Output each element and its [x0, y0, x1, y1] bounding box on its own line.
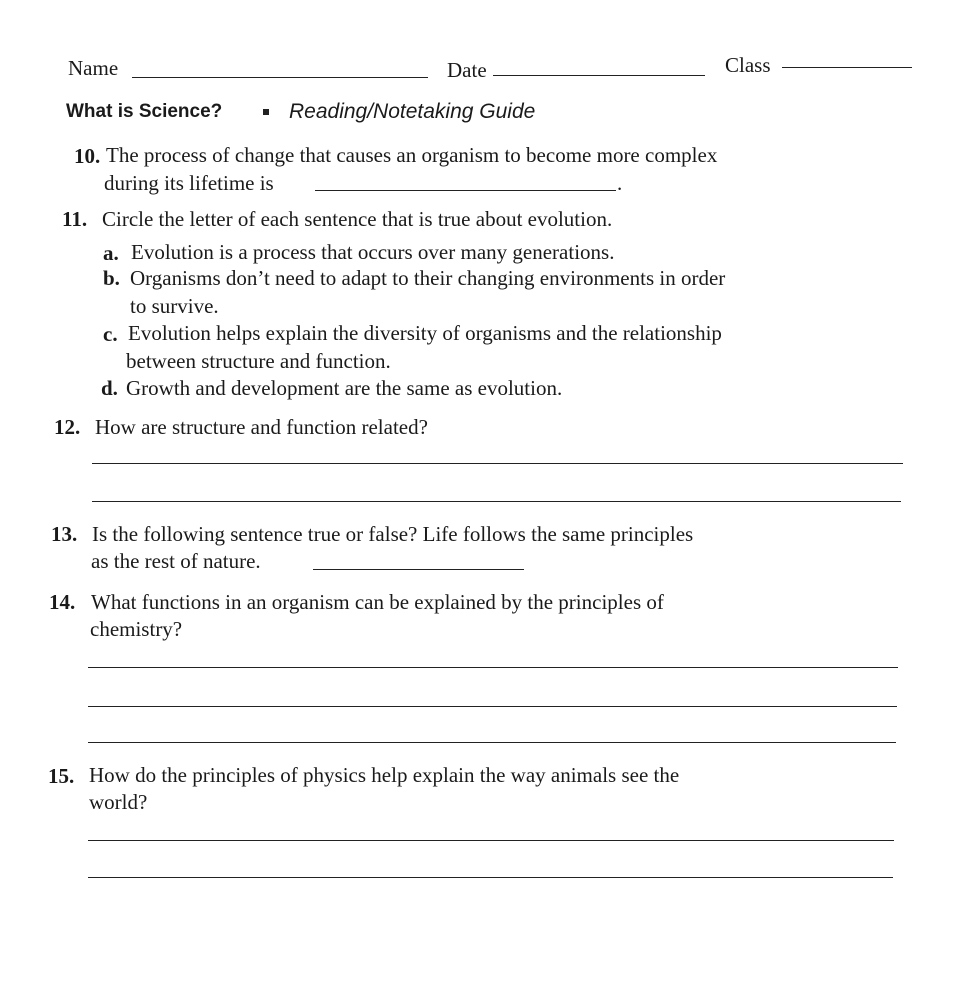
q11-option-d-letter[interactable]: d.	[101, 376, 118, 400]
q10-answer-blank[interactable]	[315, 190, 616, 191]
q12-answer-line-2[interactable]	[92, 501, 901, 502]
q11-option-b-letter[interactable]: b.	[103, 266, 120, 290]
q15-answer-line-1[interactable]	[88, 840, 894, 841]
class-label: Class	[725, 53, 771, 77]
date-label: Date	[447, 58, 487, 82]
date-field[interactable]	[493, 75, 705, 76]
guide-title: Reading/Notetaking Guide	[289, 100, 536, 123]
q15-text-line2: world?	[89, 790, 148, 814]
name-label: Name	[68, 56, 119, 80]
q13-number: 13.	[51, 522, 78, 546]
q11-number: 11.	[62, 207, 88, 231]
q12-number: 12.	[54, 415, 81, 439]
q14-answer-line-2[interactable]	[88, 706, 897, 707]
q12-answer-line-1[interactable]	[92, 463, 903, 464]
q13-text-line1: Is the following sentence true or false? Life follows the same principles	[92, 522, 694, 546]
bullet-separator	[263, 109, 269, 115]
q11-option-b-text-line1: Organisms don’t need to adapt to their changing environments in order	[130, 266, 726, 290]
q11-option-a-text: Evolution is a process that occurs over many generations.	[131, 240, 615, 264]
q14-number: 14.	[49, 590, 76, 614]
q11-option-b-text-line2: to survive.	[130, 294, 219, 318]
q14-answer-line-1[interactable]	[88, 667, 898, 668]
q10-period: .	[617, 171, 623, 195]
q11-option-a-letter[interactable]: a.	[103, 241, 119, 265]
q11-option-d-text: Growth and development are the same as evolution.	[126, 376, 563, 400]
class-field[interactable]	[782, 67, 912, 68]
q11-text: Circle the letter of each sentence that is true about evolution.	[102, 207, 613, 231]
q15-answer-line-2[interactable]	[88, 877, 893, 878]
q10-text-line2: during its lifetime is	[104, 171, 274, 195]
q13-text-line2: as the rest of nature.	[91, 549, 261, 573]
q14-text-line1: What functions in an organism can be explained by the principles of	[91, 590, 664, 614]
q14-answer-line-3[interactable]	[88, 742, 896, 743]
q15-number: 15.	[48, 764, 75, 788]
q11-option-c-text-line1: Evolution helps explain the diversity of organisms and the relationship	[128, 321, 722, 345]
q10-number: 10.	[74, 144, 101, 168]
q15-text-line1: How do the principles of physics help explain the way animals see the	[89, 763, 680, 787]
q12-text: How are structure and function related?	[95, 415, 428, 439]
section-title: What is Science?	[66, 101, 223, 122]
q11-option-c-letter[interactable]: c.	[103, 322, 118, 346]
q11-option-c-text-line2: between structure and function.	[126, 349, 391, 373]
q14-text-line2: chemistry?	[90, 617, 183, 641]
q10-text-line1: The process of change that causes an organism to become more complex	[106, 143, 718, 167]
name-field[interactable]	[132, 77, 428, 78]
q13-answer-blank[interactable]	[313, 569, 524, 570]
